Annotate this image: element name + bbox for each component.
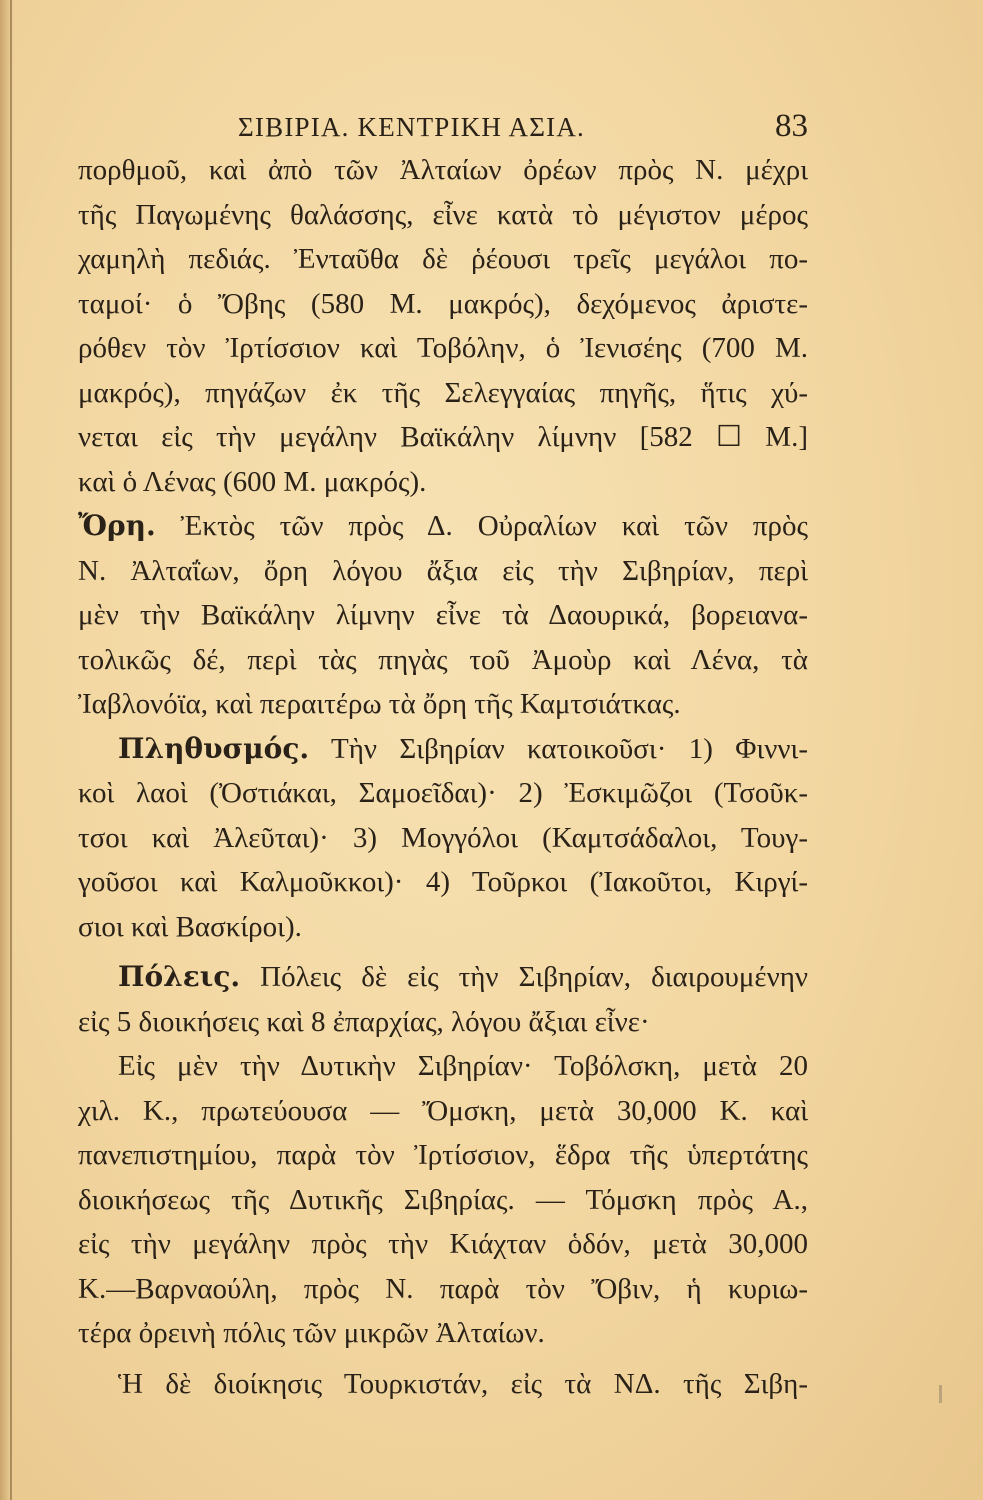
line-text: τῆς Παγωμένης θαλάσσης, εἶνε κατὰ τὸ μέγιστον μέρος	[78, 198, 808, 231]
line-text: ρόθεν τὸν Ἰρτίσσιον καὶ Τοβόλην, ὁ Ἰενισέης (700 Μ.	[78, 332, 808, 364]
text-line	[78, 415, 808, 460]
line-text: Ἰαβλονόϊα, καὶ περαιτέρω τὰ ὄρη τῆς Καμτσιάτκας.	[78, 688, 681, 720]
text-line	[78, 549, 808, 594]
line-text: Ν. Ἀλταΐων, ὄρη λόγου ἄξια εἰς τὴν Σιβηρίαν, περὶ	[78, 554, 808, 587]
text-line	[78, 593, 808, 638]
line-text: Εἰς μὲν τὴν Δυτικὴν Σιβηρίαν· Τοβόλσκη, μετὰ 20	[118, 1050, 808, 1082]
line-text: μὲν τὴν Βαϊκάλην λίμνην εἶνε τὰ Δαουρικά, βορειανα-	[78, 599, 808, 631]
text-line	[78, 237, 808, 282]
text-line	[78, 1222, 808, 1267]
section-heading: Ὄρη.	[78, 509, 156, 542]
text-line	[78, 638, 808, 683]
text-line	[78, 955, 808, 1000]
line-text: Πόλεις δὲ εἰς τὴν Σιβηρίαν, διαιρουμένην	[240, 961, 808, 993]
line-text: καὶ ὁ Λένας (600 Μ. μακρός).	[78, 465, 427, 498]
line-text: μακρός), πηγάζων ἐκ τῆς Σελεγγαίας πηγῆς, ἥτις χύ-	[78, 376, 808, 409]
section-heading: Πληθυσμός.	[118, 731, 310, 765]
text-line	[78, 1267, 808, 1312]
text-line	[78, 1362, 808, 1407]
line-text: Ἐκτὸς τῶν πρὸς Δ. Οὐραλίων καὶ τῶν πρὸς	[155, 510, 808, 542]
page-number: 83	[775, 108, 808, 144]
line-text: χιλ. Κ., πρωτεύουσα — Ὄμσκη, μετὰ 30,000 Κ. καὶ	[78, 1094, 808, 1127]
text-line	[78, 816, 808, 861]
line-text: τολικῶς δέ, περὶ τὰς πηγὰς τοῦ Ἀμοὺρ καὶ Λένα, τὰ	[78, 643, 808, 676]
line-text: πορθμοῦ, καὶ ἀπὸ τῶν Ἀλταίων ὀρέων πρὸς Ν. μέχρι	[78, 154, 808, 186]
text-line	[78, 1044, 808, 1089]
line-text: νεται εἰς τὴν μεγάλην Βαϊκάλην λίμνην [582 ☐ Μ.]	[78, 421, 808, 453]
text-line	[78, 905, 808, 950]
text-line	[78, 1000, 808, 1045]
text-line	[78, 1089, 808, 1134]
text-line	[78, 326, 808, 371]
line-text: Ἡ δὲ διοίκησις Τουρκιστάν, εἰς τὰ ΝΔ. τῆς Σιβη-	[118, 1367, 808, 1400]
margin-mark	[939, 1385, 942, 1403]
running-head-title: ΣΙΒΙΡΙΑ. ΚΕΝΤΡΙΚΗ ΑΣΙΑ.	[238, 112, 586, 142]
text-line	[78, 504, 808, 549]
text-line	[78, 771, 808, 816]
line-text: σιοι καὶ Βασκίροι).	[78, 910, 302, 943]
line-text: εἰς 5 διοικήσεις καὶ 8 ἐπαρχίας, λόγου ἄξιαι εἶνε·	[78, 1005, 650, 1038]
section-heading: Πόλεις.	[118, 960, 241, 993]
line-text: κοὶ λαοὶ (Ὀστιάκαι, Σαμοεῖδαι)· 2) Ἐσκιμῶζοι (Τσοῦκ-	[78, 777, 808, 809]
text-line	[78, 1133, 808, 1178]
text-line	[78, 193, 808, 238]
text-line	[78, 460, 808, 505]
line-text: διοικήσεως τῆς Δυτικῆς Σιβηρίας. — Τόμσκη πρὸς Α.,	[78, 1183, 808, 1216]
line-text: πανεπιστημίου, παρὰ τὸν Ἰρτίσσιον, ἕδρα τῆς ὑπερτάτης	[78, 1139, 808, 1171]
line-text: Κ.—Βαρναούλη, πρὸς Ν. παρὰ τὸν Ὄβιν, ἡ κυριω-	[78, 1272, 808, 1305]
line-text: γοῦσοι καὶ Καλμοῦκκοι)· 4) Τοῦρκοι (Ἰακοῦτοι, Κιργί-	[78, 866, 808, 898]
line-text: ταμοί· ὁ Ὄβης (580 Μ. μακρός), δεχόμενος ἀριστε-	[78, 287, 808, 320]
body-text	[78, 148, 808, 1406]
text-line	[78, 727, 808, 772]
text-line	[78, 682, 808, 727]
line-text: χαμηλὴ πεδιάς. Ἐνταῦθα δὲ ῥέουσι τρεῖς μεγάλοι πο-	[78, 243, 808, 275]
line-text: τσοι καὶ Ἀλεῦται)· 3) Μογγόλοι (Καμτσάδαλοι, Τουγ-	[78, 821, 808, 854]
book-page	[78, 104, 808, 1406]
text-line	[78, 148, 808, 193]
book-gutter-line	[10, 0, 12, 1500]
text-line	[78, 1311, 808, 1356]
text-line	[78, 282, 808, 327]
line-text: Τὴν Σιβηρίαν κατοικοῦσι· 1) Φιννι-	[309, 732, 808, 765]
text-line	[78, 1178, 808, 1223]
running-head	[78, 104, 808, 148]
line-text: τέρα ὀρεινὴ πόλις τῶν μικρῶν Ἀλταίων.	[78, 1317, 545, 1349]
text-line	[78, 371, 808, 416]
line-text: εἰς τὴν μεγάλην πρὸς τὴν Κιάχταν ὁδόν, μετὰ 30,000	[78, 1228, 808, 1260]
text-line	[78, 860, 808, 905]
